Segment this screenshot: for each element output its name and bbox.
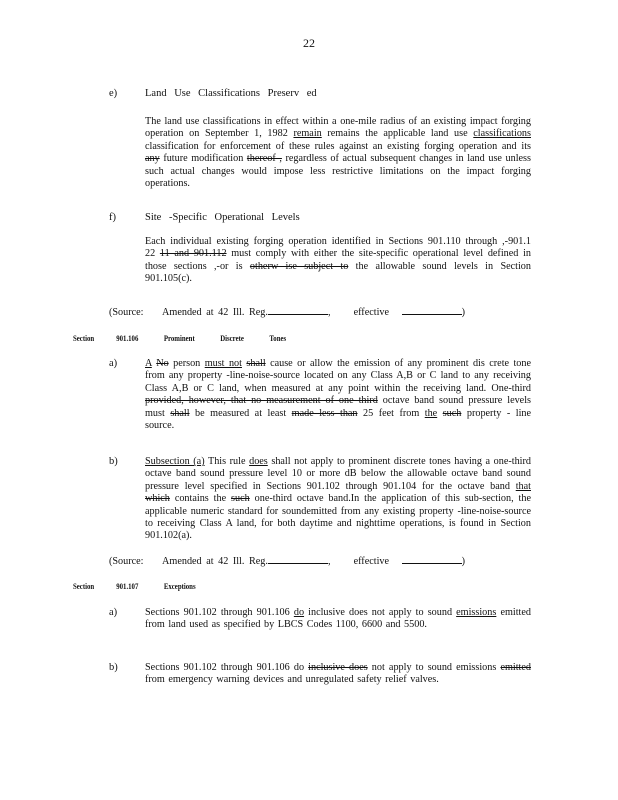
item-106b-paragraph <box>145 456 531 543</box>
section-title: Prominent <box>163 334 195 343</box>
deleted-text: thereof , <box>246 153 282 165</box>
reg-blank <box>268 305 328 315</box>
inserted-text: the <box>424 407 438 419</box>
item-106a-marker: a) <box>109 358 118 369</box>
item-107b-paragraph <box>145 662 531 687</box>
inserted-text: A <box>145 358 152 369</box>
source-label: (Source: <box>109 307 144 318</box>
text-run: Sections 901.102 through 901.106 <box>145 607 294 618</box>
deleted-text: shall <box>246 358 266 369</box>
deleted-text: 11 and 901.112 <box>159 248 227 260</box>
item-f-paragraph <box>145 236 531 286</box>
source-effective: effective <box>353 307 390 318</box>
deleted-text: any <box>145 153 160 165</box>
item-f-heading: Site -Specific Operational Levels <box>145 212 300 223</box>
text-run: emitted from land used as specified by LBCS Codes 1100, 6600 and 5500. <box>145 607 531 631</box>
text-run: regardless of actual subsequent changes in land use unless such actual changes would impose less restrictive limitations on the impact forging operations. <box>145 153 531 190</box>
item-f-marker: f) <box>109 212 116 223</box>
section-title: Exceptions <box>163 582 196 591</box>
deleted-text: inclusive does <box>308 662 368 673</box>
text-run: be measured at least <box>189 407 292 419</box>
inserted-text: emissions <box>456 607 497 618</box>
source-label: (Source: <box>109 556 144 567</box>
section-number: 901.107 <box>116 582 139 591</box>
text-run: This rule <box>204 456 250 467</box>
inserted-text: do <box>293 607 305 618</box>
page-number: 22 <box>303 36 315 50</box>
item-e-paragraph <box>145 116 531 190</box>
deleted-text: such <box>442 407 462 419</box>
text-run: remains the applicable land use <box>321 128 474 140</box>
section-title: Discrete <box>220 334 244 343</box>
inserted-text: that <box>515 480 531 492</box>
item-106b-marker: b) <box>109 456 118 467</box>
item-107a-marker: a) <box>109 607 118 618</box>
source-close: ) <box>461 307 465 318</box>
source-close: ) <box>461 556 465 567</box>
deleted-text: No <box>156 358 169 369</box>
section-word: Section <box>73 334 95 343</box>
deleted-text: such <box>231 493 250 505</box>
text-run: must comply with either the site-specific operational level defined in those sections ,-or is <box>145 248 531 272</box>
date-blank <box>402 554 462 564</box>
source-text: Amended at 42 Ill. Reg. <box>162 307 268 318</box>
inserted-text: classifications <box>473 128 531 140</box>
deleted-text: emitted <box>500 662 531 673</box>
item-e-marker: e) <box>109 88 118 99</box>
text-run: octave band sound pressure levels must <box>145 395 532 419</box>
text-run: contains the <box>169 493 232 505</box>
section-word: Section <box>73 582 95 591</box>
section-number: 901.106 <box>116 334 139 343</box>
inserted-text: remain <box>293 128 322 140</box>
text-run: future modification <box>159 153 247 165</box>
date-blank <box>402 305 462 315</box>
text-run: one-third octave band.In the application of this sub-section, the applicable numeric standard for soundemitted from any existing property -line-noise-source to receiving Class A land, for both daytime and nighttime operations, is found in Section 901.102(a). <box>145 493 531 542</box>
inserted-text: does <box>249 456 268 467</box>
text-run: property - line source. <box>145 407 532 432</box>
section-901-107-heading <box>73 582 196 591</box>
deleted-text: shall <box>170 407 190 419</box>
text-run: 25 feet from <box>357 407 425 419</box>
text-run: shall not apply to prominent discrete tones having a one-third octave band sound pressure level 10 or more dB below the allowable octave band sound pressure level specified in Sections 901.102 through 901.104 for the octave band <box>145 456 531 492</box>
inserted-text: must not <box>204 358 242 369</box>
source-note-2: (Source: Amended at 42 Ill. Reg. , effective ) <box>109 556 465 567</box>
section-title: Tones <box>269 334 287 343</box>
text-run: from emergency warning devices and unregulated safety relief valves. <box>145 674 439 686</box>
text-run: person <box>168 358 205 369</box>
section-901-106-heading <box>73 334 286 343</box>
source-effective: effective <box>353 556 390 567</box>
item-e-heading: Land Use Classifications Preserv ed <box>145 88 317 99</box>
text-run: Each individual existing forging operation identified in Sections 901.110 through ,-901.1 22 <box>145 236 531 260</box>
text-run: Sections 901.102 through 901.106 do <box>145 662 309 673</box>
deleted-text: otherw ise subject to <box>249 260 349 272</box>
reg-blank <box>268 554 328 564</box>
item-106a-paragraph <box>145 358 531 432</box>
deleted-text: made less than <box>291 407 358 419</box>
text-run: inclusive does not apply to sound <box>304 607 457 618</box>
deleted-text: provided, however, that no measurement of one third <box>145 395 378 407</box>
deleted-text: which <box>145 493 170 505</box>
text-run: cause or allow the emission of any prominent dis crete tone from any property -line-noise-source located on any Class A,B or C land to any receiving Class A,B or C land, when measured at any point within the receiving land. One-third <box>145 358 532 394</box>
inserted-text: Subsection (a) <box>145 456 205 467</box>
item-107b-marker: b) <box>109 662 118 673</box>
source-note-1: (Source: Amended at 42 Ill. Reg. , effective ) <box>109 307 465 318</box>
item-107a-paragraph <box>145 607 531 632</box>
text-run: not apply to sound emissions <box>367 662 501 673</box>
source-text: Amended at 42 Ill. Reg. <box>162 556 268 567</box>
text-run: The land use classifications in effect within a one-mile radius of an existing impact forging operation on September 1, 1982 <box>145 116 531 140</box>
text-run: the allowable sound levels in Section 901.105(c). <box>145 260 531 285</box>
text-run: classification for enforcement of these rules against an existing forging operation and its <box>145 140 531 152</box>
